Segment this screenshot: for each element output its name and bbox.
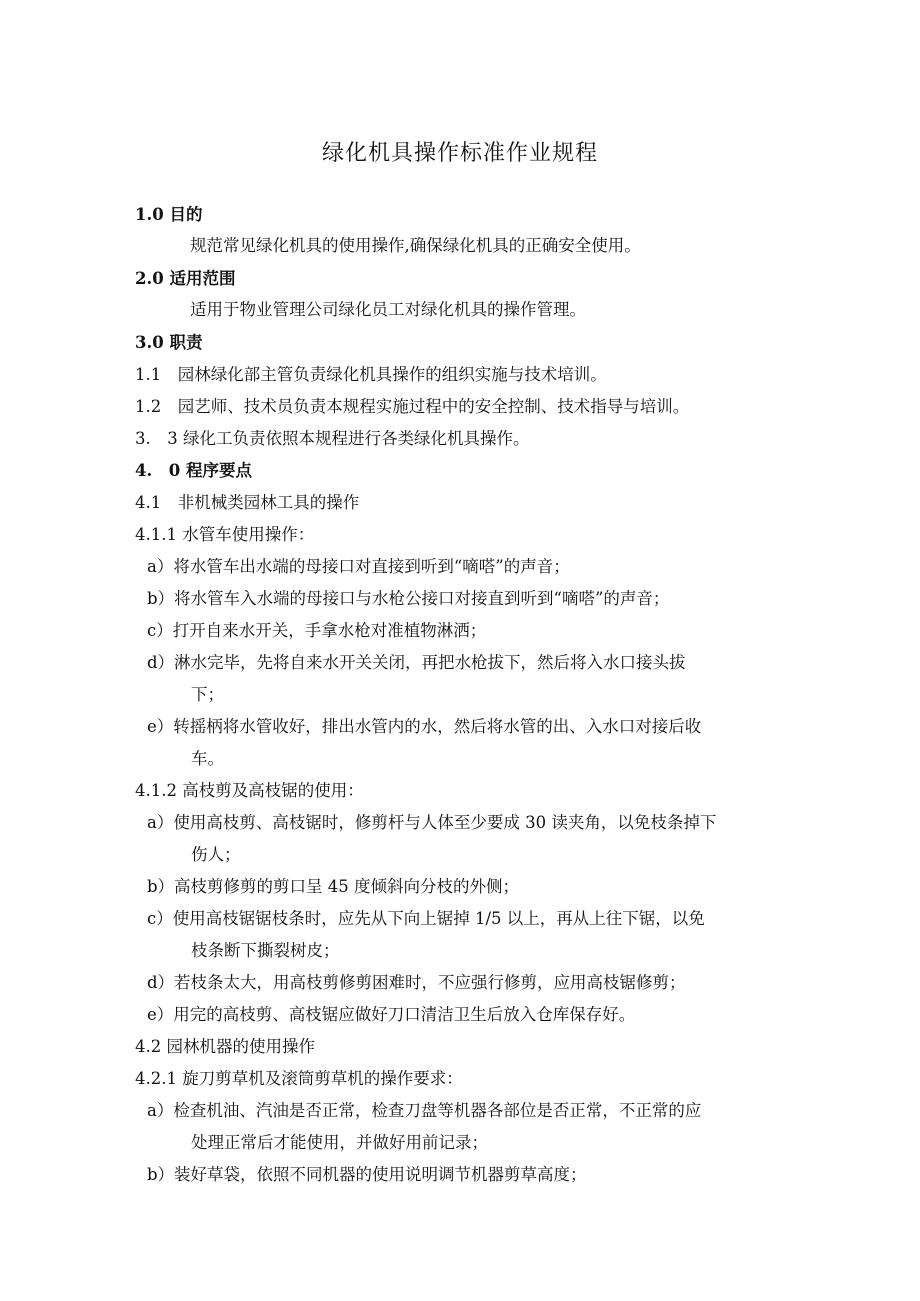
list-item-hose-c: c）打开自来水开关，手拿水枪对准植物淋洒； bbox=[147, 621, 487, 640]
duty-item-2: 1.2 园艺师、技术员负责本规程实施过程中的安全控制、技术指导与培训。 bbox=[135, 397, 690, 416]
list-item-mower-a-cont: 处理正常后才能使用，并做好用前记录； bbox=[191, 1133, 488, 1152]
section-heading-duties: 3.0 职责 bbox=[135, 333, 203, 352]
subsection-heading-4-1-2: 4.1.2 高枝剪及高枝锯的使用： bbox=[135, 781, 364, 800]
paragraph-scope: 适用于物业管理公司绿化员工对绿化机具的操作管理。 bbox=[190, 300, 586, 319]
list-item-hose-a: a）将水管车出水端的母接口对直接到听到“嘀嗒”的声音； bbox=[147, 557, 570, 576]
list-item-hose-d-cont: 下； bbox=[191, 685, 224, 704]
section-heading-scope: 2.0 适用范围 bbox=[135, 269, 236, 288]
list-item-pruner-e: e）用完的高枝剪、高枝锯应做好刀口清洁卫生后放入仓库保存好。 bbox=[147, 1005, 636, 1024]
list-item-hose-d: d）淋水完毕，先将自来水开关关闭，再把水枪拔下，然后将入水口接头拔 bbox=[147, 653, 686, 672]
list-item-pruner-c-cont: 枝条断下撕裂树皮； bbox=[191, 941, 340, 960]
list-item-pruner-c: c）使用高枝锯锯枝条时，应先从下向上锯掉 1/5 以上，再从上往下锯，以免 bbox=[147, 909, 705, 928]
list-item-mower-b: b）装好草袋，依照不同机器的使用说明调节机器剪草高度； bbox=[147, 1165, 587, 1184]
subsection-heading-4-2-1: 4.2.1 旋刀剪草机及滚筒剪草机的操作要求： bbox=[135, 1069, 463, 1088]
subsection-heading-4-1-1: 4.1.1 水管车使用操作： bbox=[135, 525, 315, 544]
paragraph-purpose: 规范常见绿化机具的使用操作,确保绿化机具的正确安全使用。 bbox=[190, 236, 641, 255]
list-item-pruner-a-cont: 伤人； bbox=[191, 845, 241, 864]
list-item-mower-a: a）检查机油、汽油是否正常，检查刀盘等机器各部位是否正常，不正常的应 bbox=[147, 1101, 702, 1120]
list-item-pruner-a: a）使用高枝剪、高枝锯时，修剪杆与人体至少要成 30 读夹角，以免枝条掉下 bbox=[147, 813, 717, 832]
duty-item-1: 1.1 园林绿化部主管负责绿化机具操作的组织实施与技术培训。 bbox=[135, 365, 607, 384]
duty-item-3: 3. 3 绿化工负责依照本规程进行各类绿化机具操作。 bbox=[135, 429, 530, 448]
list-item-hose-b: b）将水管车入水端的母接口与水枪公接口对接直到听到“嘀嗒”的声音； bbox=[147, 589, 670, 608]
document-title: 绿化机具操作标准作业规程 bbox=[321, 141, 598, 166]
list-item-hose-e-cont: 车。 bbox=[191, 749, 224, 768]
list-item-pruner-b: b）高枝剪修剪的剪口呈 45 度倾斜向分枝的外侧； bbox=[147, 877, 520, 896]
subsection-heading-4-2: 4.2 园林机器的使用操作 bbox=[135, 1037, 315, 1056]
list-item-pruner-d: d）若枝条太大，用高枝剪修剪困难时，不应强行修剪，应用高枝锯修剪； bbox=[147, 973, 686, 992]
list-item-hose-e: e）转摇柄将水管收好，排出水管内的水，然后将水管的出、入水口对接后收 bbox=[147, 717, 702, 736]
section-heading-procedure: 4. 0 程序要点 bbox=[135, 461, 252, 480]
subsection-heading-4-1: 4.1 非机械类园林工具的操作 bbox=[135, 493, 360, 512]
section-heading-purpose: 1.0 目的 bbox=[135, 205, 203, 224]
